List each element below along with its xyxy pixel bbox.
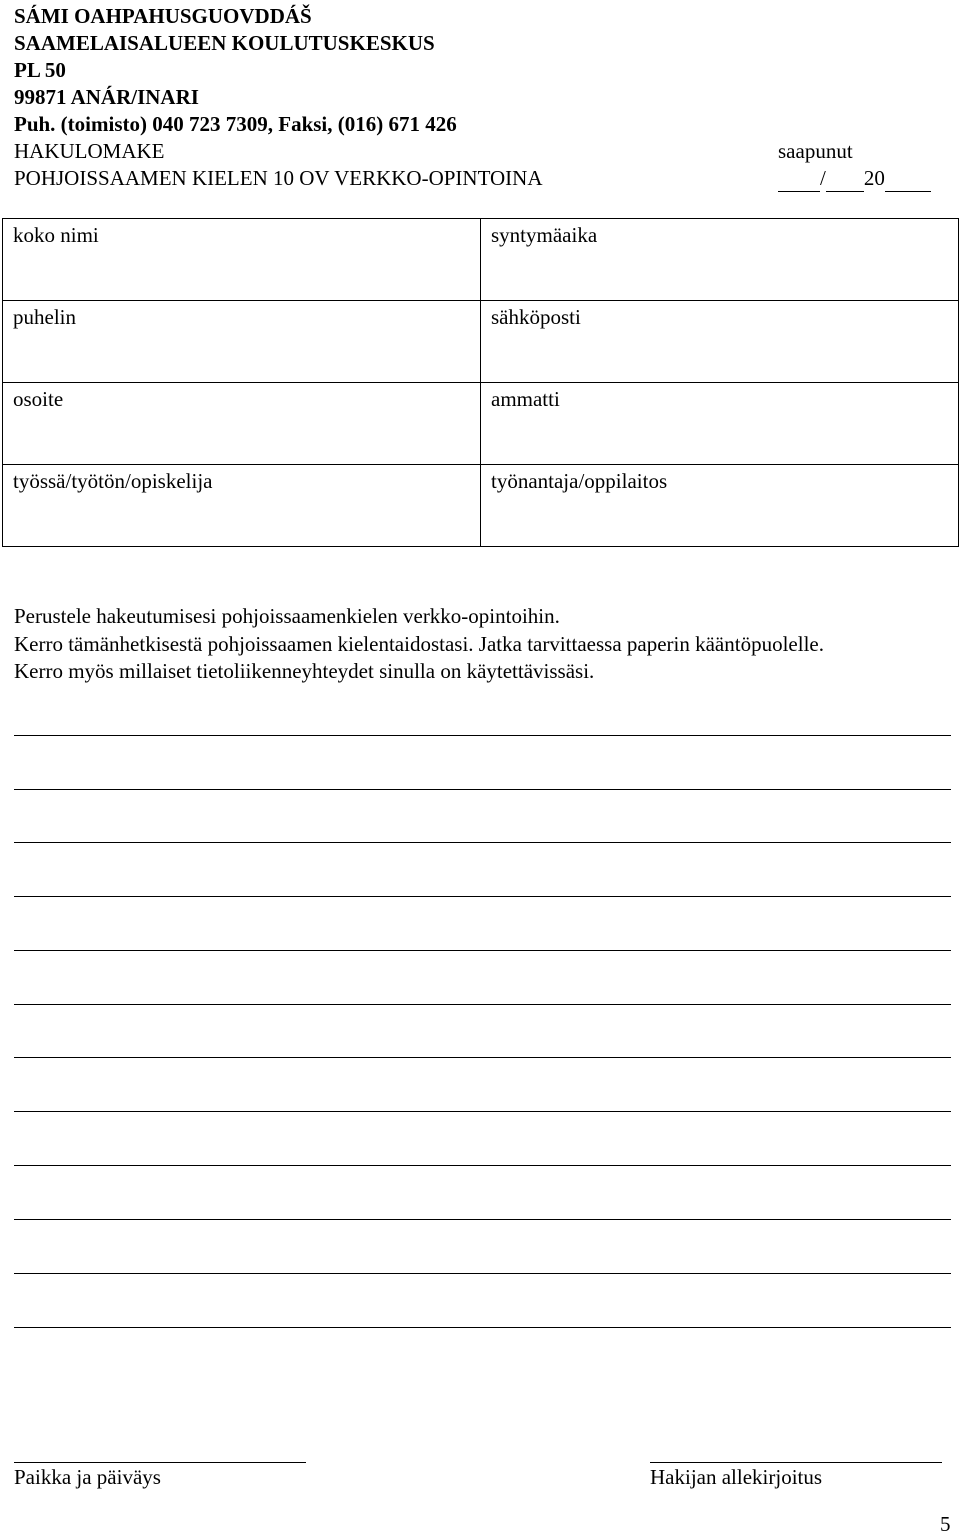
phone-cell[interactable] xyxy=(3,301,481,383)
instruction-line-3: Kerro myös millaiset tietoliikenneyhteydet sinulla on käytettävissäsi. xyxy=(14,659,595,683)
answer-line[interactable] xyxy=(14,950,951,951)
full-name-label: koko nimi xyxy=(13,223,99,247)
place-date-label: Paikka ja päiväys xyxy=(14,1465,161,1489)
answer-line[interactable] xyxy=(14,1219,951,1220)
received-month-blank[interactable] xyxy=(826,169,864,192)
received-separator: / xyxy=(820,166,826,190)
received-year-blank[interactable] xyxy=(885,169,931,192)
po-box: PL 50 xyxy=(14,58,66,82)
email-label: sähköposti xyxy=(491,305,581,329)
answer-line[interactable] xyxy=(14,896,951,897)
employer-label: työnantaja/oppilaitos xyxy=(491,469,668,493)
table-row xyxy=(3,383,959,465)
table-row xyxy=(3,219,959,301)
page-number: 5 xyxy=(940,1512,951,1536)
answer-line[interactable] xyxy=(14,1165,951,1166)
employer-cell[interactable] xyxy=(481,465,959,547)
birth-date-label: syntymäaika xyxy=(491,223,598,247)
instruction-line-1: Perustele hakeutumisesi pohjoissaamenkielen verkko-opintoihin. xyxy=(14,604,560,628)
status-cell[interactable] xyxy=(3,465,481,547)
form-type: HAKULOMAKE xyxy=(14,139,165,163)
address-label: osoite xyxy=(13,387,64,411)
phone-line: Puh. (toimisto) 040 723 7309, Faksi, (016) 671 426 xyxy=(14,112,457,136)
answer-line[interactable] xyxy=(14,1327,951,1328)
answer-line[interactable] xyxy=(14,1004,951,1005)
postal-city: 99871 ANÁR/INARI xyxy=(14,85,199,109)
place-date-line[interactable] xyxy=(14,1462,306,1463)
received-day-blank[interactable] xyxy=(778,169,820,192)
instructions xyxy=(14,603,824,686)
table-row xyxy=(3,465,959,547)
answer-line[interactable] xyxy=(14,1111,951,1112)
answer-line[interactable] xyxy=(14,1273,951,1274)
instruction-line-2: Kerro tämänhetkisestä pohjoissaamen kielentaidostasi. Jatka tarvittaessa paperin kääntöpuolelle. xyxy=(14,631,824,656)
org-name-sami: SÁMI OAHPAHUSGUOVDDÁŠ xyxy=(14,4,312,28)
received-label: saapunut xyxy=(778,139,853,163)
table-row xyxy=(3,301,959,383)
answer-line[interactable] xyxy=(14,735,951,736)
received-date-field[interactable] xyxy=(778,165,931,192)
org-name-finnish: SAAMELAISALUEEN KOULUTUSKESKUS xyxy=(14,31,435,55)
answer-line[interactable] xyxy=(14,1057,951,1058)
applicant-info-table xyxy=(2,218,959,547)
birth-date-cell[interactable] xyxy=(481,219,959,301)
signature-line[interactable] xyxy=(650,1462,942,1463)
profession-label: ammatti xyxy=(491,387,560,411)
applicant-signature-label: Hakijan allekirjoitus xyxy=(650,1465,823,1489)
email-cell[interactable] xyxy=(481,301,959,383)
course-title: POHJOISSAAMEN KIELEN 10 OV VERKKO-OPINTOINA xyxy=(14,166,543,190)
status-label: työssä/työtön/opiskelija xyxy=(13,469,213,493)
full-name-cell[interactable] xyxy=(3,219,481,301)
answer-line[interactable] xyxy=(14,842,951,843)
phone-label: puhelin xyxy=(13,305,76,329)
profession-cell[interactable] xyxy=(481,383,959,465)
received-year-prefix: 20 xyxy=(863,166,885,190)
address-cell[interactable] xyxy=(3,383,481,465)
answer-line[interactable] xyxy=(14,789,951,790)
